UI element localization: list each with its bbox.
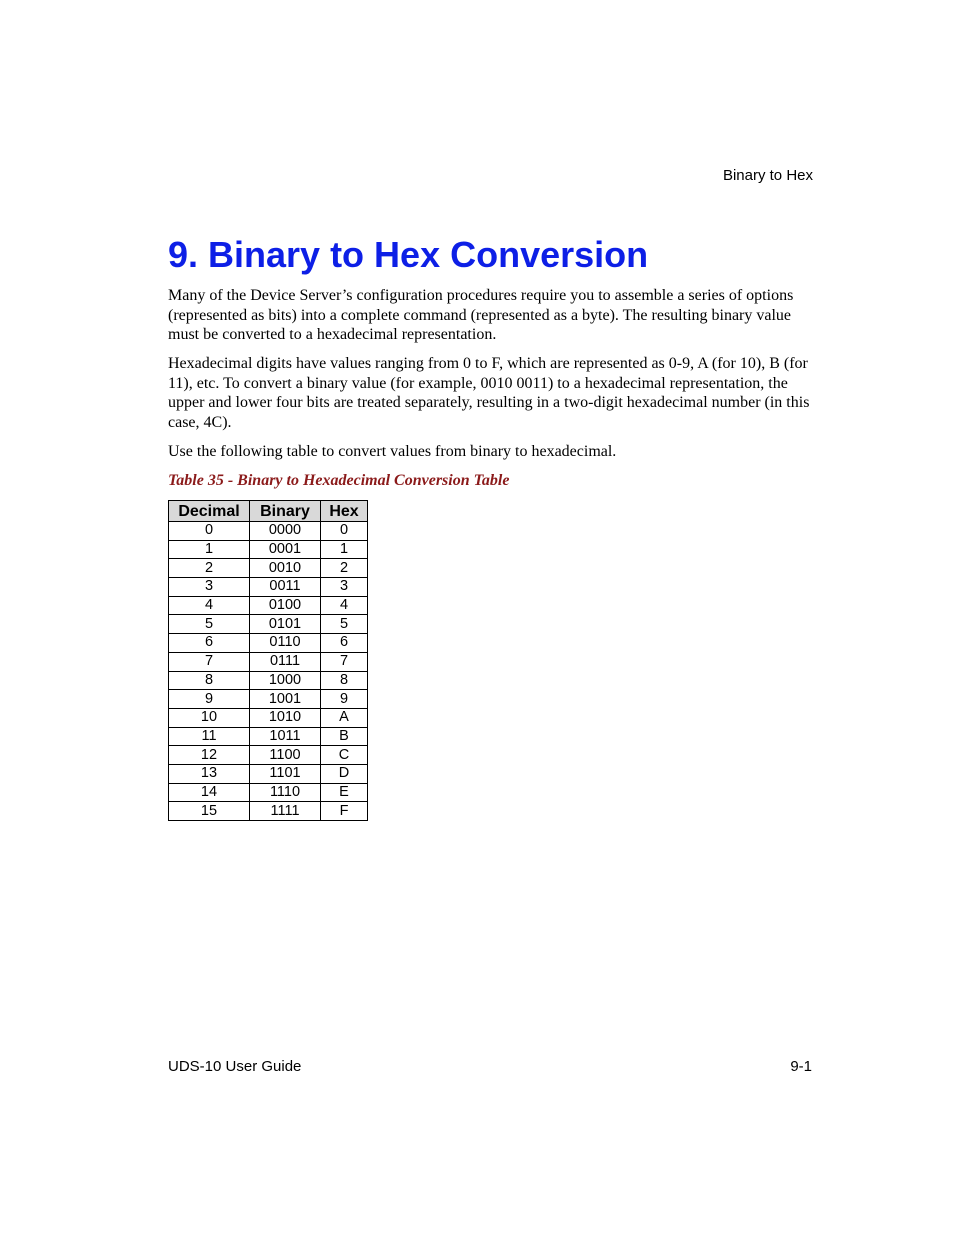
table-row (169, 522, 368, 541)
chapter-title: 9. Binary to Hex Conversion (168, 234, 649, 275)
table-caption: Table 35 - Binary to Hexadecimal Conversion Table (168, 472, 510, 489)
header-binary: Binary (250, 501, 321, 522)
decimal-cell: 5 (169, 615, 250, 634)
binary-cell: 1100 (250, 746, 321, 765)
binary-cell: 1101 (250, 764, 321, 783)
decimal-cell: 7 (169, 652, 250, 671)
table-row (169, 783, 368, 802)
binary-cell: 1110 (250, 783, 321, 802)
table-row (169, 540, 368, 559)
hex-cell: C (321, 746, 368, 765)
footer-page-number: 9-1 (790, 1058, 812, 1075)
decimal-cell: 14 (169, 783, 250, 802)
table-row (169, 634, 368, 653)
hex-cell: 7 (321, 652, 368, 671)
decimal-cell: 2 (169, 559, 250, 578)
binary-cell: 0001 (250, 540, 321, 559)
binary-cell: 0101 (250, 615, 321, 634)
hex-cell: 4 (321, 596, 368, 615)
hex-cell: A (321, 708, 368, 727)
binary-cell: 0100 (250, 596, 321, 615)
hex-cell: B (321, 727, 368, 746)
binary-cell: 0000 (250, 522, 321, 541)
hex-cell: F (321, 802, 368, 821)
decimal-cell: 6 (169, 634, 250, 653)
table-row (169, 578, 368, 597)
running-header: Binary to Hex (722, 167, 813, 184)
hex-cell: 9 (321, 690, 368, 709)
table-row (169, 690, 368, 709)
paragraph-intro: Many of the Device Server’s configuration procedures require you to assemble a series of options (represented as bits) into a complete command (represented as a byte). The resulting binary value must be converted to a hexadecimal representation. (168, 287, 794, 343)
table-row (169, 708, 368, 727)
decimal-cell: 8 (169, 671, 250, 690)
binary-cell: 1011 (250, 727, 321, 746)
paragraph-hex-digits: Hexadecimal digits have values ranging from 0 to F, which are represented as 0-9, A (for 10), B (for 11), etc. To convert a binary value (for example, 0010 0011) to a hexadecimal representation, the upper and lower four bits are treated separately, resulting in a two-digit hexadecimal number (in this case, 4C). (168, 355, 810, 431)
decimal-cell: 13 (169, 764, 250, 783)
table-row (169, 652, 368, 671)
decimal-cell: 0 (169, 522, 250, 541)
hex-cell: D (321, 764, 368, 783)
hex-cell: 6 (321, 634, 368, 653)
footer-doc-title: UDS-10 User Guide (168, 1058, 302, 1075)
hex-cell: E (321, 783, 368, 802)
hex-cell: 2 (321, 559, 368, 578)
hex-cell: 3 (321, 578, 368, 597)
decimal-cell: 10 (169, 708, 250, 727)
binary-cell: 0110 (250, 634, 321, 653)
hex-cell: 8 (321, 671, 368, 690)
binary-cell: 1010 (250, 708, 321, 727)
hex-cell: 0 (321, 522, 368, 541)
hex-cell: 5 (321, 615, 368, 634)
binary-cell: 0011 (250, 578, 321, 597)
table-body (169, 522, 368, 821)
decimal-cell: 9 (169, 690, 250, 709)
decimal-cell: 11 (169, 727, 250, 746)
table-row (169, 596, 368, 615)
header-decimal: Decimal (169, 501, 250, 522)
conversion-table (168, 500, 368, 821)
binary-cell: 0111 (250, 652, 321, 671)
table-row (169, 727, 368, 746)
paragraph-table-intro: Use the following table to convert values from binary to hexadecimal. (168, 443, 617, 460)
decimal-cell: 1 (169, 540, 250, 559)
binary-cell: 1000 (250, 671, 321, 690)
binary-cell: 1111 (250, 802, 321, 821)
table-row (169, 802, 368, 821)
decimal-cell: 12 (169, 746, 250, 765)
table-row (169, 615, 368, 634)
binary-cell: 1001 (250, 690, 321, 709)
decimal-cell: 3 (169, 578, 250, 597)
table-row (169, 764, 368, 783)
header-hex: Hex (321, 501, 368, 522)
decimal-cell: 15 (169, 802, 250, 821)
binary-cell: 0010 (250, 559, 321, 578)
table-row (169, 559, 368, 578)
table-header-row (169, 501, 368, 522)
hex-cell: 1 (321, 540, 368, 559)
table-row (169, 746, 368, 765)
table-row (169, 671, 368, 690)
decimal-cell: 4 (169, 596, 250, 615)
